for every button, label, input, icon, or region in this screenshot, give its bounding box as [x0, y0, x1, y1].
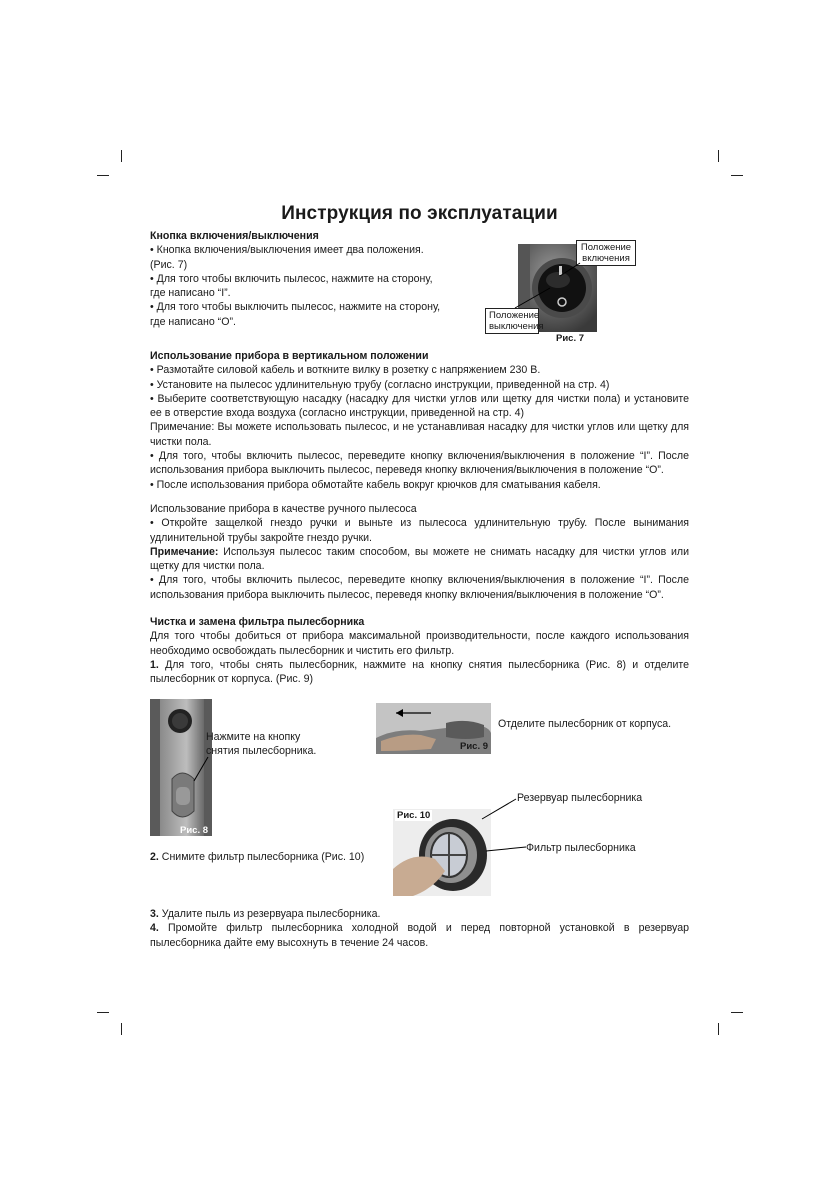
- figure-caption: Рис. 7: [556, 333, 585, 344]
- step-number: 3.: [150, 908, 159, 920]
- section-heading: Чистка и замена фильтра пылесборника: [150, 616, 365, 628]
- section-power-button: [150, 229, 470, 329]
- step-text: Удалите пыль из резервуара пылесборника.: [158, 908, 381, 920]
- figure-caption: Рис. 10: [397, 810, 431, 821]
- paragraph: • Для того, чтобы включить пылесос, переведите кнопку включения/выключения в положение “I”. После использования прибора выключить пылесос, переведя кнопку включения/выключения в положение “O”.: [150, 450, 689, 477]
- fig8-leader-line: [190, 755, 210, 785]
- paragraph: • Размотайте силовой кабель и воткните вилку в розетку с напряжением 230 В.: [150, 364, 541, 377]
- note-label: Примечание:: [150, 545, 219, 558]
- callout-text: включения: [582, 253, 630, 264]
- text-line: где написано “I”.: [150, 287, 231, 300]
- steps-3-4: [150, 907, 689, 950]
- step-2: [150, 850, 390, 864]
- figure-9-label: Отделите пылесборник от корпуса.: [498, 718, 672, 730]
- section-heading: Использование прибора в вертикальном положении: [150, 350, 429, 362]
- text-line: • Для того чтобы включить пылесос, нажмите на сторону,: [150, 272, 433, 285]
- section-heading: Использование прибора в качестве ручного пылесоса: [150, 503, 417, 515]
- crop-mark: [718, 1023, 719, 1035]
- label-line: снятия пылесборника.: [206, 745, 317, 757]
- text-line: • Кнопка включения/выключения имеет два положения.: [150, 244, 424, 257]
- callout-text: Положение: [489, 310, 540, 321]
- paragraph: • Откройте защелкой гнездо ручки и выньте из пылесоса удлинительную трубу. После вынимания удлинительной трубы закройте гнездо ручки.: [150, 517, 689, 544]
- page-title: Инструкция по эксплуатации: [281, 203, 558, 224]
- crop-mark: [121, 1023, 122, 1035]
- tank-label: Резервуар пылесборника: [517, 792, 643, 804]
- figure-caption: Рис. 9: [460, 741, 489, 752]
- step-number: 1.: [150, 658, 159, 671]
- paragraph: • Для того, чтобы включить пылесос, переведите кнопку включения/выключения в положение “I”. После использования прибора выключить пылесос, переведя кнопку включения/выключения в положение “O”.: [150, 574, 689, 601]
- filter-label: Фильтр пылесборника: [526, 842, 636, 854]
- crop-mark: [97, 1012, 109, 1013]
- callout-text: выключения: [489, 321, 544, 332]
- crop-mark: [731, 1012, 743, 1013]
- label-line: Нажмите на кнопку: [206, 731, 301, 743]
- section-heading: Кнопка включения/выключения: [150, 230, 319, 242]
- section-upright-use: [150, 349, 689, 492]
- text-line: (Рис. 7): [150, 258, 188, 271]
- section-handheld-use: [150, 502, 689, 602]
- crop-mark: [731, 175, 743, 176]
- crop-mark: [718, 150, 719, 162]
- text-line: где написано “O”.: [150, 315, 236, 328]
- paragraph: • После использования прибора обмотайте кабель вокруг крючков для сматывания кабеля.: [150, 478, 601, 491]
- paragraph: [150, 658, 689, 687]
- paragraph: Для того чтобы добиться от прибора максимальной производительности, после каждого использования необходимо освобождать пылесборник и чистить его фильтр.: [150, 630, 689, 657]
- paragraph: [150, 921, 689, 950]
- paragraph: [150, 850, 390, 864]
- step-text: Для того, чтобы снять пылесборник, нажмите на кнопку снятия пылесборника (Рис. 8) и отделите пылесборник от корпуса. (Рис. 9): [150, 658, 689, 686]
- callout-text: Положение: [580, 242, 632, 253]
- paragraph: [150, 907, 689, 921]
- figure-caption: Рис. 8: [180, 825, 209, 836]
- callout-leader-lines: [500, 258, 590, 318]
- text-line: • Для того чтобы выключить пылесос, нажмите на сторону,: [150, 301, 441, 314]
- crop-mark: [97, 175, 109, 176]
- fig10-leader-lines: [470, 795, 530, 855]
- note-text: Используя пылесос таким способом, вы можете не снимать насадку для чистки углов или щетку для чистки пола.: [150, 545, 689, 573]
- crop-mark: [121, 150, 122, 162]
- paragraph: Примечание: Вы можете использовать пылесос, и не устанавливая насадку для чистки углов или щетку для чистки пола.: [150, 421, 689, 448]
- step-number: 2.: [150, 851, 159, 863]
- paragraph: • Установите на пылесос удлинительную трубу (согласно инструкции, приведенной на стр. 4): [150, 378, 610, 391]
- step-number: 4.: [150, 922, 159, 935]
- paragraph: • Выберите соответствующую насадку (насадку для чистки углов или щетку для чистки пола) и установите ее в отверстие входа воздуха (согласно инструкции, приведенной на стр. 4): [150, 392, 689, 420]
- paragraph: [150, 545, 689, 574]
- step-text: Снимите фильтр пылесборника (Рис. 10): [158, 851, 365, 863]
- figure-8-label: [206, 730, 316, 758]
- section-filter-cleaning: [150, 615, 689, 686]
- step-text: Промойте фильтр пылесборника холодной водой и перед повторной установкой в резервуар пылесборника дайте ему высохнуть в течение 24 часов.: [150, 922, 689, 949]
